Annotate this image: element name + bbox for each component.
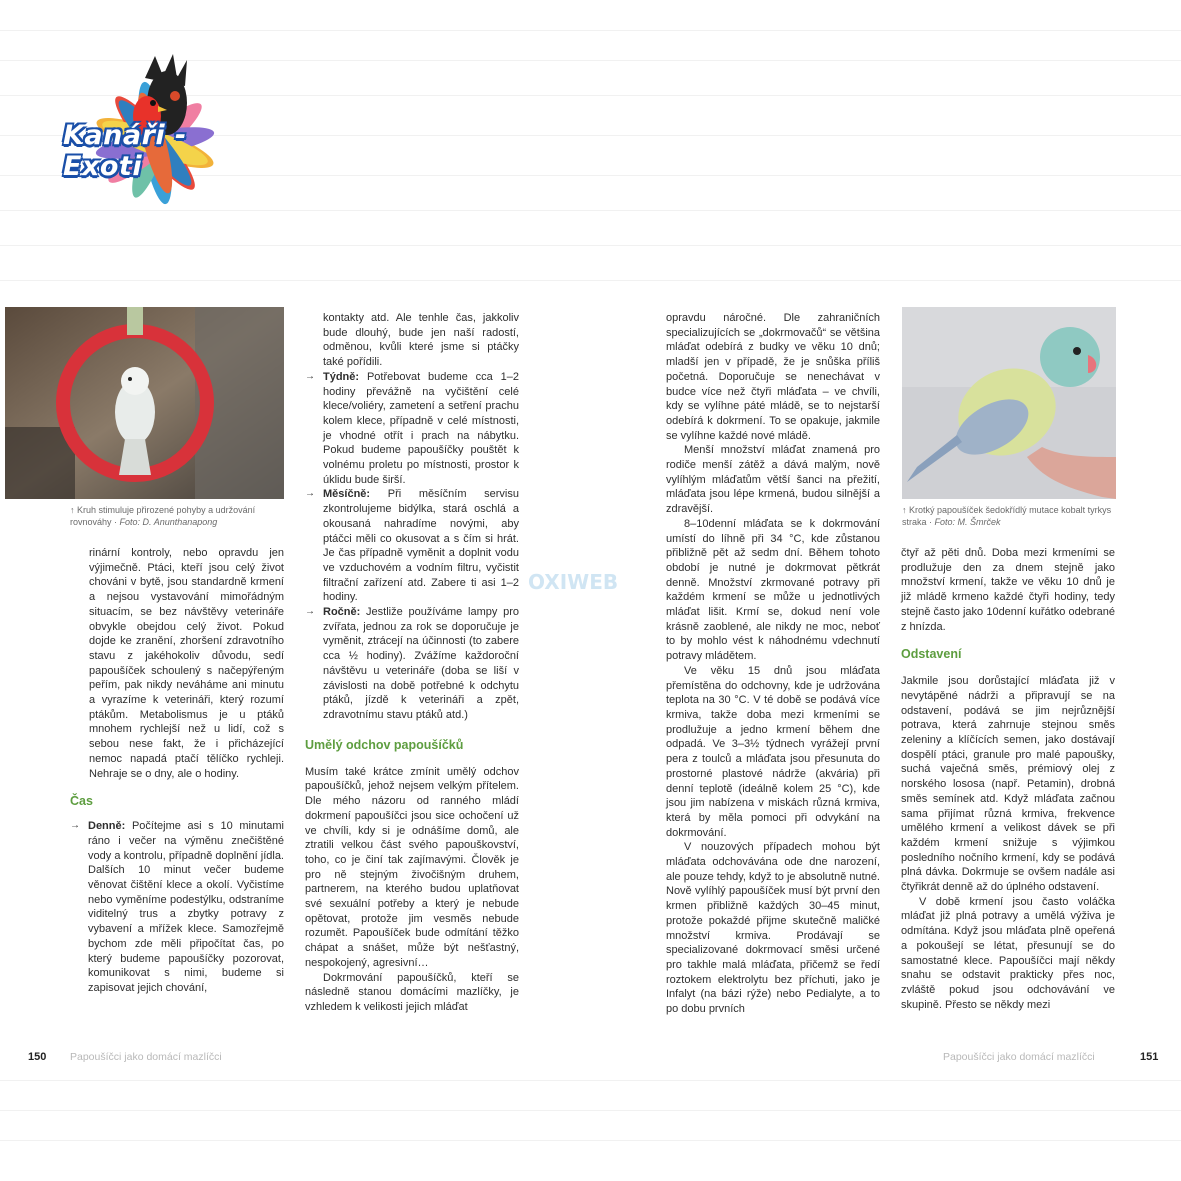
paragraph: V době krmení jsou často voláčka mláďat již plná potravy a umělá výživa je odmítána. Když jsou mláďata plně opeřená a pokoušejí se létat, přesunují se do samostatné klece. Papoušíčci mají někdy snahu se odstavit prakticky přes noc, zvláště pokud jsou odchovávání ve skupině. Přesto se někdy mezi — [901, 895, 1115, 1011]
paragraph: Ve věku 15 dnů jsou mláďata přemístěna do odchovny, kde je udržována teplota na 30 °C. V té době se podává více krmiva, takže doba mezi krmeními se prodlužuje a jedno krmení během dne odpadá. Ve 3–3½ týdnech vyrážejí první pera z toulců a mláďata jsou přesunuta do prostorné plastové nádrže (akvária) při denní teplotě (ideálně kolem 25 °C), kde jsou jim nabízena v miskách různá krmiva, která by měla pomoci při odvykání na dokrmování. — [666, 664, 880, 839]
page-number-right: 151 — [1140, 1051, 1159, 1063]
paragraph: kontakty atd. Ale tenhle čas, jakkoliv bude dlouhý, bude jen naší radostí, odměnou, kvůli které jsme si ptáčky také pořídili. — [323, 312, 519, 369]
paragraph: 8–10denní mláďata se k dokrmování umístí do líhně při 34 °C, kde zůstanou přibližně pět až sedm dní. Během tohoto období je nutné je dokrmovat pětkrát denně. Množství zkrmované potravy při každém krmení se může u jednotlivých mláďat lišit. Krmí se, dokud není vole krásně zaoblené, ale nikdy ne moc, neboť to by mohlo vést k náhodnému vdechnutí potravy mládětem. — [666, 517, 880, 663]
bullet-label: Měsíčně: — [323, 488, 371, 501]
right-photo-caption: ↑ Krotký papoušíček šedokřídlý mutace kobalt tyrkys straka · Foto: M. Šmrček — [902, 505, 1112, 527]
running-head-left: Papoušíčci jako domácí mazlíčci — [70, 1051, 222, 1063]
logo-text: Kanáři - Exoti — [63, 120, 187, 182]
paragraph: V nouzových případech mohou být mláďata odchovávána ode dne narození, ale pouze tehdy, když to je absolutně nutné. Nově vylíhlý papoušíček musí být první den krmen přibližně každých 30–45 minut, protože pokaždé přijme skutečně maličké množství krmiva. Prodávají se specializované dokrmovací směsi určené pro takhle malá mláďata, přičemž se ředí roztokem elektrolytu bez příchuti, jako je Infalyt (na bázi rýže) nebo Pedialyte, a to po dobu prvních — [666, 841, 880, 1016]
paragraph: rinární kontroly, nebo opravdu jen výjimečně. Ptáci, kteří jsou celý život chováni v bytě, jsou standardně krmení a nejsou vystavování mimořádným situacím, se bez návštěvy veterináře obvykle obejdou celý život. Pokud dojde ke zranění, zhoršení zdravotního stavu z jakéhokoliv důvodu, sedí papoušíček schoulený s načepýřeným peřím, pak nikdy neváháme ani minutu a vyrazíme k veterináři, který rozumí ptákům. Metabolismus je u ptáků mnohem rychlejší než u lidí, což s sebou nese fakt, že i přicházející nemoc napadá ptačí tělíčko rychleji. Nehraje se o dny, ale o hodiny. — [89, 547, 284, 780]
bullet-label: Týdně: — [323, 370, 360, 383]
rule-line — [0, 1140, 1181, 1141]
caption-credit: Foto: M. Šmrček — [934, 517, 1001, 527]
bullet-label: Denně: — [88, 820, 126, 833]
bullet-text: Jestliže používáme lampy pro zvířata, jednou za rok se doporučuje je vyměnit, ztrácejí na účinnosti (to zabere cca ½ hodiny). Zvážíme každoroční návštěvu u veterináře (doba se liší v závislosti na době potřebné k odchytu ptáků, jízdě k veterináři a zpět, zdravotnímu stavu ptáků atd.) — [323, 606, 519, 721]
column-1 — [70, 546, 284, 996]
rule-line — [0, 30, 1181, 31]
column-3 — [666, 311, 880, 1017]
column-4 — [901, 546, 1115, 1012]
bullet-text: Počítejme asi s 10 minutami ráno i večer na výměnu znečištěné vody a kontrolu, případně doplnění jídla. Dalších 10 minut večer budeme věnovat čištění klece a okolí. Vyčistíme nebo vyměníme podestýlku, odstraníme viditelný trus a zbytky potravy z vybavení a mřížek klece. Samozřejmě bychom zde měli připočítat čas, po který budeme papoušíčky pozorovat, komunikovat s nimi, budeme si zapisovat jejich chování, — [88, 820, 284, 994]
section-heading-weaning: Odstavení — [901, 647, 962, 662]
parakeet-ring-photo — [5, 307, 284, 499]
rule-line — [0, 1110, 1181, 1111]
paragraph: Musím také krátce zmínit umělý odchov papoušíčků, jehož nejsem velkým přítelem. Dle mého názoru od ranného mládí dokrmení papoušíčci jsou sice ochočení už ve chvíli, kdy si je odnášíme domů, ale ztratili velkou část svého papouškovství, toho, co je činí tak zajímavými. Člověk je pro ně stejným živočišným druhem, partnerem, na kterého budou uplatňovat své sexuální potřeby a který je nebude opětovat, protože jim vesměs nebude rozumět. Papoušíček bude odmítání těžko chápat a snášet, může být nešťastný, nespokojený, agresivní… — [305, 765, 519, 969]
bullet-monthly — [305, 487, 519, 605]
bullet-text: Při měsíčním servisu zkontrolujeme bidýlka, stará oschlá a okousaná nahradíme novými, aby ptáčci měli co okusovat a s čím si hrát. Je čas případně vyměnit a doplnit vodu ve vzduchovém a vodním filtru, vyčistit filtrační zařízení atd. Zabere ti asi 1–2 hodiny. — [323, 488, 519, 604]
paragraph: opravdu náročné. Dle zahraničních specializujících se „dokrmovačů“ se většina mláďat odebírá z budky ve věku 10 dnů; mladší jen v případě, že je snůška příliš početná. Doporučuje se nenechávat v budce více než čtyři mláďata – ve chvíli, kdy se vylíhne páté mládě, se to nejstarší odebírá k dokrmení. To se opakuje, jakmile se vylíhne každé nové mládě. — [666, 312, 880, 442]
bullet-label: Ročně: — [323, 606, 361, 619]
parakeet-hand-photo — [902, 307, 1116, 499]
rule-line — [0, 245, 1181, 246]
paragraph: Menší množství mláďat znamená pro rodiče menší zátěž a dává malým, nově vylíhlým mláďatům větší šanci na přežití, mláďata jsou lépe krmená, budou silnější a zdravější. — [666, 444, 880, 516]
paragraph: Jakmile jsou dorůstající mláďata již v nevytápěné nádrži a připravují se na odstavení, podává se jim nejrůznější potrava, která zahrnuje stejnou směs zeleniny a klíčících semen, jako dostávají dospělí ptáci, granule pro malé papoušky, suchá vaječná směs, prémiový olej z norského lososa (např. Petamin), drobná směs semínek atd. Když mláďata začnou sama přijímat různá krmiva, frekvence umělého krmení a velikost dávek se při každém krmení snižuje s výjimkou posledního nočního krmení, kdy se podává plná dávka. Dokrmuje se ovšem nadále asi čtyřikrát denně až do úplného odstavení. — [901, 675, 1115, 894]
section-heading-artificial-rearing: Umělý odchov papoušíčků — [305, 737, 464, 752]
bullet-daily — [70, 819, 284, 995]
rule-line — [0, 280, 1181, 281]
paragraph: čtyř až pěti dnů. Doba mezi krmeními se prodlužuje den za dnem stejně jako množství krmení, takže ve věku 10 dnů je již mládě krmeno každé čtyři hodiny, tedy stejně často jako 10denní kuřátko odebrané z hnízda. — [901, 547, 1115, 633]
caption-text: Kruh stimuluje přirozené pohyby a udržování rovnováhy — [70, 505, 256, 527]
watermark: OXIWEB — [528, 570, 619, 594]
page-number-left: 150 — [28, 1051, 47, 1063]
rule-line — [0, 1080, 1181, 1081]
running-head-right: Papoušíčci jako domácí mazlíčci — [943, 1051, 1095, 1063]
site-logo[interactable] — [55, 48, 255, 223]
bullet-weekly — [305, 370, 519, 488]
left-photo-caption: ↑ Kruh stimuluje přirozené pohyby a udržování rovnováhy · Foto: D. Anunthanapong — [70, 505, 256, 527]
arrow-up-icon: ↑ — [902, 505, 907, 515]
caption-credit: Foto: D. Anunthanapong — [119, 517, 218, 527]
bullet-yearly — [305, 605, 519, 723]
section-heading-cas: Čas — [70, 794, 93, 809]
arrow-up-icon: ↑ — [70, 505, 75, 515]
bullet-text: Potřebovat budeme cca 1–2 hodiny převážně na vyčištění celé klece/voliéry, zametení a setření prachu kolem klece, případně v celé místnosti, je vhodné otřít i prach na nábytku. Pokud budeme papoušíčky pouštět k volnému proletu po místnosti, prostor k úklidu bude širší. — [323, 370, 519, 486]
paragraph: Dokrmování papoušíčků, kteří se následně stanou domácími mazlíčky, je vzhledem k velikosti jejich mláďat — [305, 971, 519, 1013]
caption-text: Krotký papoušíček šedokřídlý mutace kobalt tyrkys straka — [902, 505, 1112, 527]
column-2 — [305, 311, 519, 1015]
